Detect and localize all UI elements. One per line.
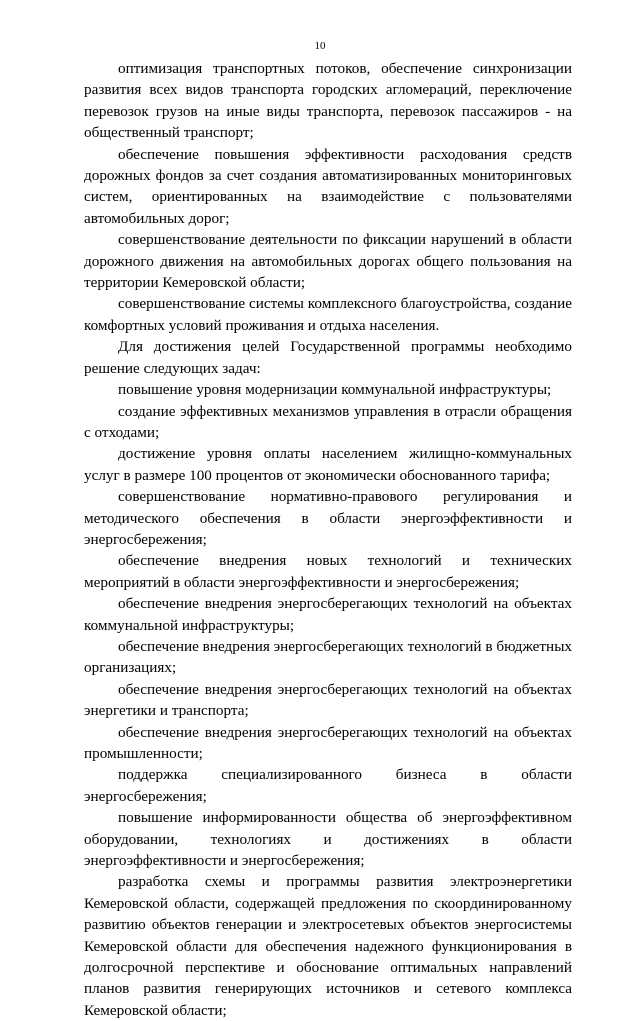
paragraph: повышение уровня модернизации коммунальной инфраструктуры; bbox=[118, 381, 552, 399]
page-number: 10 bbox=[314, 40, 326, 52]
paragraph: обеспечение внедрения новых технологий и технических мероприятий в области энергоэффективности и энергосбережения; bbox=[84, 552, 572, 591]
paragraph: обеспечение внедрения энергосберегающих технологий на объектах коммунальной инфраструктуры; bbox=[84, 595, 572, 634]
paragraph: создание эффективных механизмов управления в отрасли обращения с отходами; bbox=[84, 402, 572, 441]
paragraph: обеспечение повышения эффективности расходования средств дорожных фондов за счет создания автоматизированных мониторинговых систем, ориентированных на взаимодействие с пользователями автомобильных дорог; bbox=[84, 145, 572, 227]
paragraph: совершенствование деятельности по фиксации нарушений в области дорожного движения на автомобильных дорогах общего пользования на территории Кемеровской области; bbox=[84, 231, 572, 292]
paragraph: совершенствование нормативно-правового регулирования и методического обеспечения в области энергоэффективности и энергосбережения; bbox=[84, 488, 572, 548]
paragraph: оптимизация транспортных потоков, обеспечение синхронизации развития всех видов транспорта городских агломераций, переключение перевозок грузов на иные виды транспорта, перевозок пассажиров - на общественный транспорт; bbox=[84, 60, 572, 142]
body-text bbox=[84, 58, 572, 1021]
paragraph: совершенствование системы комплексного благоустройства, создание комфортных условий проживания и отдыха населения. bbox=[84, 295, 572, 334]
paragraph: Для достижения целей Государственной программы необходимо решение следующих задач: bbox=[84, 338, 572, 377]
paragraph: поддержка специализированного бизнеса в области энергосбережения; bbox=[84, 766, 572, 805]
paragraph: обеспечение внедрения энергосберегающих технологий на объектах энергетики и транспорта; bbox=[84, 680, 572, 720]
paragraph: повышение информированности общества об энергоэффективном оборудовании, технологиях и достижениях в области энергоэффективности и энергосбережения; bbox=[84, 809, 572, 870]
paragraph: разработка схемы и программы развития электроэнергетики Кемеровской области, содержащей предложения по скоординированному развитию объектов генерации и электросетевых объектов энергосистемы Кемеровской области для обеспечения надежного функционирования в долгосрочной перспективе и обоснование оптимальных направлений планов развития генерирующих источников и сетевого комплекса Кемеровской области; bbox=[84, 873, 572, 1019]
paragraph: обеспечение внедрения энергосберегающих технологий в бюджетных организациях; bbox=[84, 637, 572, 677]
paragraph: достижение уровня оплаты населением жилищно-коммунальных услуг в размере 100 процентов от экономически обоснованного тарифа; bbox=[84, 445, 572, 484]
paragraph: обеспечение внедрения энергосберегающих технологий на объектах промышленности; bbox=[84, 723, 572, 762]
